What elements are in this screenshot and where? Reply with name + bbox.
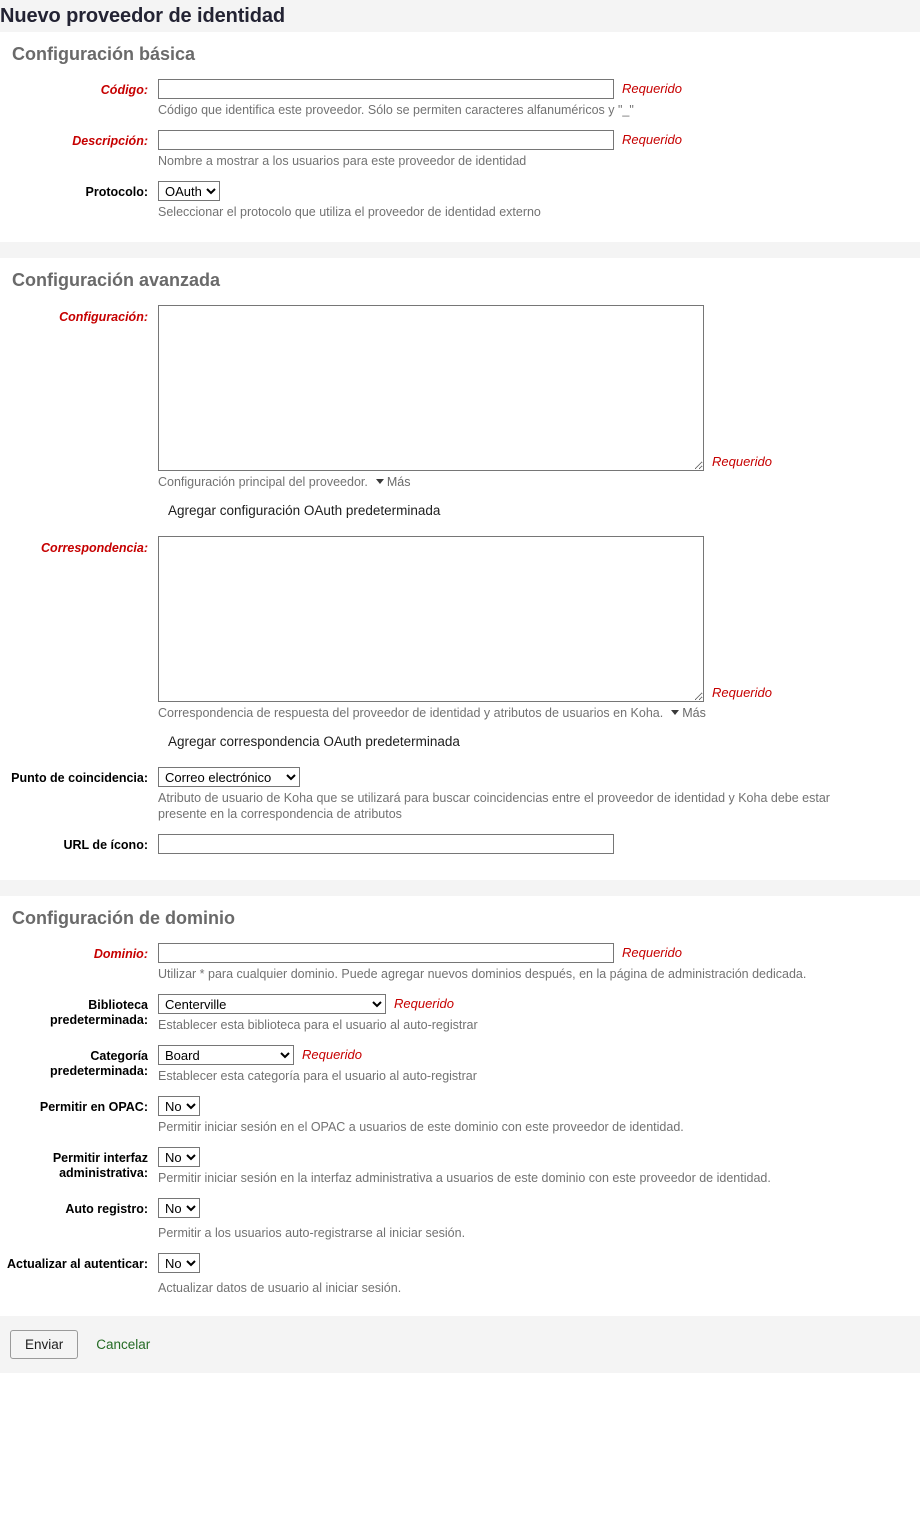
field-row-mapping (0, 536, 920, 749)
label-mapping: Correspondencia: (41, 541, 148, 555)
field-row-protocol (0, 181, 920, 220)
hint-update-on-auth: Actualizar datos de usuario al iniciar sesión. (158, 1281, 402, 1295)
section-separator-1 (0, 242, 920, 258)
section-title-domain: Configuración de dominio (12, 908, 235, 928)
default-library-select[interactable] (158, 994, 386, 1014)
mapping-more-link[interactable] (671, 705, 706, 721)
matchpoint-select[interactable] (158, 767, 300, 787)
protocol-select[interactable] (158, 181, 220, 201)
field-row-update-on-auth (0, 1253, 920, 1296)
hint-protocol: Seleccionar el protocolo que utiliza el proveedor de identidad externo (158, 205, 541, 219)
label-default-library: Biblioteca predeterminada: (50, 998, 148, 1027)
cancel-link[interactable]: Cancelar (96, 1337, 151, 1352)
mapping-more-label: Más (682, 706, 706, 720)
label-config: Configuración: (59, 310, 148, 324)
required-flag-domain: Requerido (622, 945, 682, 960)
hint-mapping: Correspondencia de respuesta del proveedor de identidad y atributos de usuarios en Koha. (158, 706, 664, 720)
hint-domain: Utilizar * para cualquier dominio. Puede agregar nuevos dominios después, en la página de administración dedicada. (158, 967, 807, 981)
hint-allow-opac: Permitir iniciar sesión en el OPAC a usuarios de este dominio con este proveedor de identidad. (158, 1120, 684, 1134)
icon-url-input[interactable] (158, 834, 614, 854)
auto-register-select[interactable] (158, 1198, 200, 1218)
chevron-down-icon (376, 479, 384, 484)
label-domain: Dominio: (93, 947, 148, 961)
hint-matchpoint: Atributo de usuario de Koha que se utilizará para buscar coincidencias entre el proveedor de identidad y Koha debe estar presente en la correspondencia de atributos (158, 791, 830, 821)
required-flag-default-category: Requerido (302, 1047, 362, 1062)
config-more-label: Más (386, 475, 411, 489)
section-title-advanced: Configuración avanzada (12, 270, 221, 290)
default-category-select[interactable] (158, 1045, 294, 1065)
label-protocol: Protocolo: (85, 185, 148, 199)
required-flag-default-library: Requerido (394, 996, 454, 1011)
hint-config-row (158, 474, 918, 490)
required-flag-mapping: Requerido (712, 685, 772, 700)
field-row-matchpoint (0, 767, 920, 822)
label-description: Descripción: (72, 134, 148, 148)
section-basic-configuration (0, 32, 920, 242)
field-row-auto-register (0, 1198, 920, 1241)
section-title-basic: Configuración básica (12, 44, 196, 64)
config-textarea[interactable] (158, 305, 704, 471)
submit-button[interactable]: Enviar (10, 1330, 78, 1359)
label-code: Código: (100, 83, 148, 97)
mapping-textarea[interactable] (158, 536, 704, 702)
label-default-category: Categoría predeterminada: (50, 1049, 148, 1078)
label-auto-register: Auto registro: (65, 1202, 148, 1216)
field-row-description (0, 130, 920, 169)
label-allow-staff: Permitir interfaz administrativa: (52, 1151, 148, 1180)
required-flag-code: Requerido (622, 81, 682, 96)
hint-mapping-row (158, 705, 918, 721)
domain-input[interactable] (158, 943, 614, 963)
update-on-auth-select[interactable] (158, 1253, 200, 1273)
section-advanced-configuration (0, 258, 920, 880)
hint-allow-staff: Permitir iniciar sesión en la interfaz administrativa a usuarios de este dominio con este proveedor de identidad. (158, 1171, 771, 1185)
code-input[interactable] (158, 79, 614, 99)
page-title: Nuevo proveedor de identidad (0, 4, 286, 27)
hint-code: Código que identifica este proveedor. Sólo se permiten caracteres alfanuméricos y "_" (158, 103, 634, 117)
required-flag-description: Requerido (622, 132, 682, 147)
label-icon-url: URL de ícono: (63, 838, 148, 852)
section-separator-2 (0, 880, 920, 896)
chevron-down-icon (671, 710, 679, 715)
page-header (0, 0, 920, 32)
hint-config: Configuración principal del proveedor. (158, 475, 368, 489)
hint-default-library: Establecer esta biblioteca para el usuario al auto-registrar (158, 1018, 478, 1032)
field-row-config (0, 305, 920, 518)
field-row-code (0, 79, 920, 118)
hint-description: Nombre a mostrar a los usuarios para este proveedor de identidad (158, 154, 527, 168)
field-row-allow-opac (0, 1096, 920, 1135)
field-row-default-library (0, 994, 920, 1033)
hint-auto-register: Permitir a los usuarios auto-registrarse al iniciar sesión. (158, 1226, 466, 1240)
form-action-bar (0, 1316, 920, 1373)
field-row-icon-url (0, 834, 920, 854)
label-allow-opac: Permitir en OPAC: (39, 1100, 148, 1114)
section-domain-configuration (0, 896, 920, 1316)
description-input[interactable] (158, 130, 614, 150)
add-default-oauth-mapping-button[interactable]: Agregar correspondencia OAuth predeterminada (168, 734, 460, 749)
allow-staff-select[interactable] (158, 1147, 200, 1167)
required-flag-config: Requerido (712, 454, 772, 469)
field-row-domain (0, 943, 920, 982)
field-row-default-category (0, 1045, 920, 1084)
hint-default-category: Establecer esta categoría para el usuario al auto-registrar (158, 1069, 477, 1083)
add-default-oauth-config-button[interactable]: Agregar configuración OAuth predeterminada (168, 503, 441, 518)
label-update-on-auth: Actualizar al autenticar: (6, 1257, 148, 1271)
field-row-allow-staff (0, 1147, 920, 1186)
config-more-link[interactable] (376, 474, 411, 490)
allow-opac-select[interactable] (158, 1096, 200, 1116)
label-matchpoint: Punto de coincidencia: (11, 771, 148, 785)
